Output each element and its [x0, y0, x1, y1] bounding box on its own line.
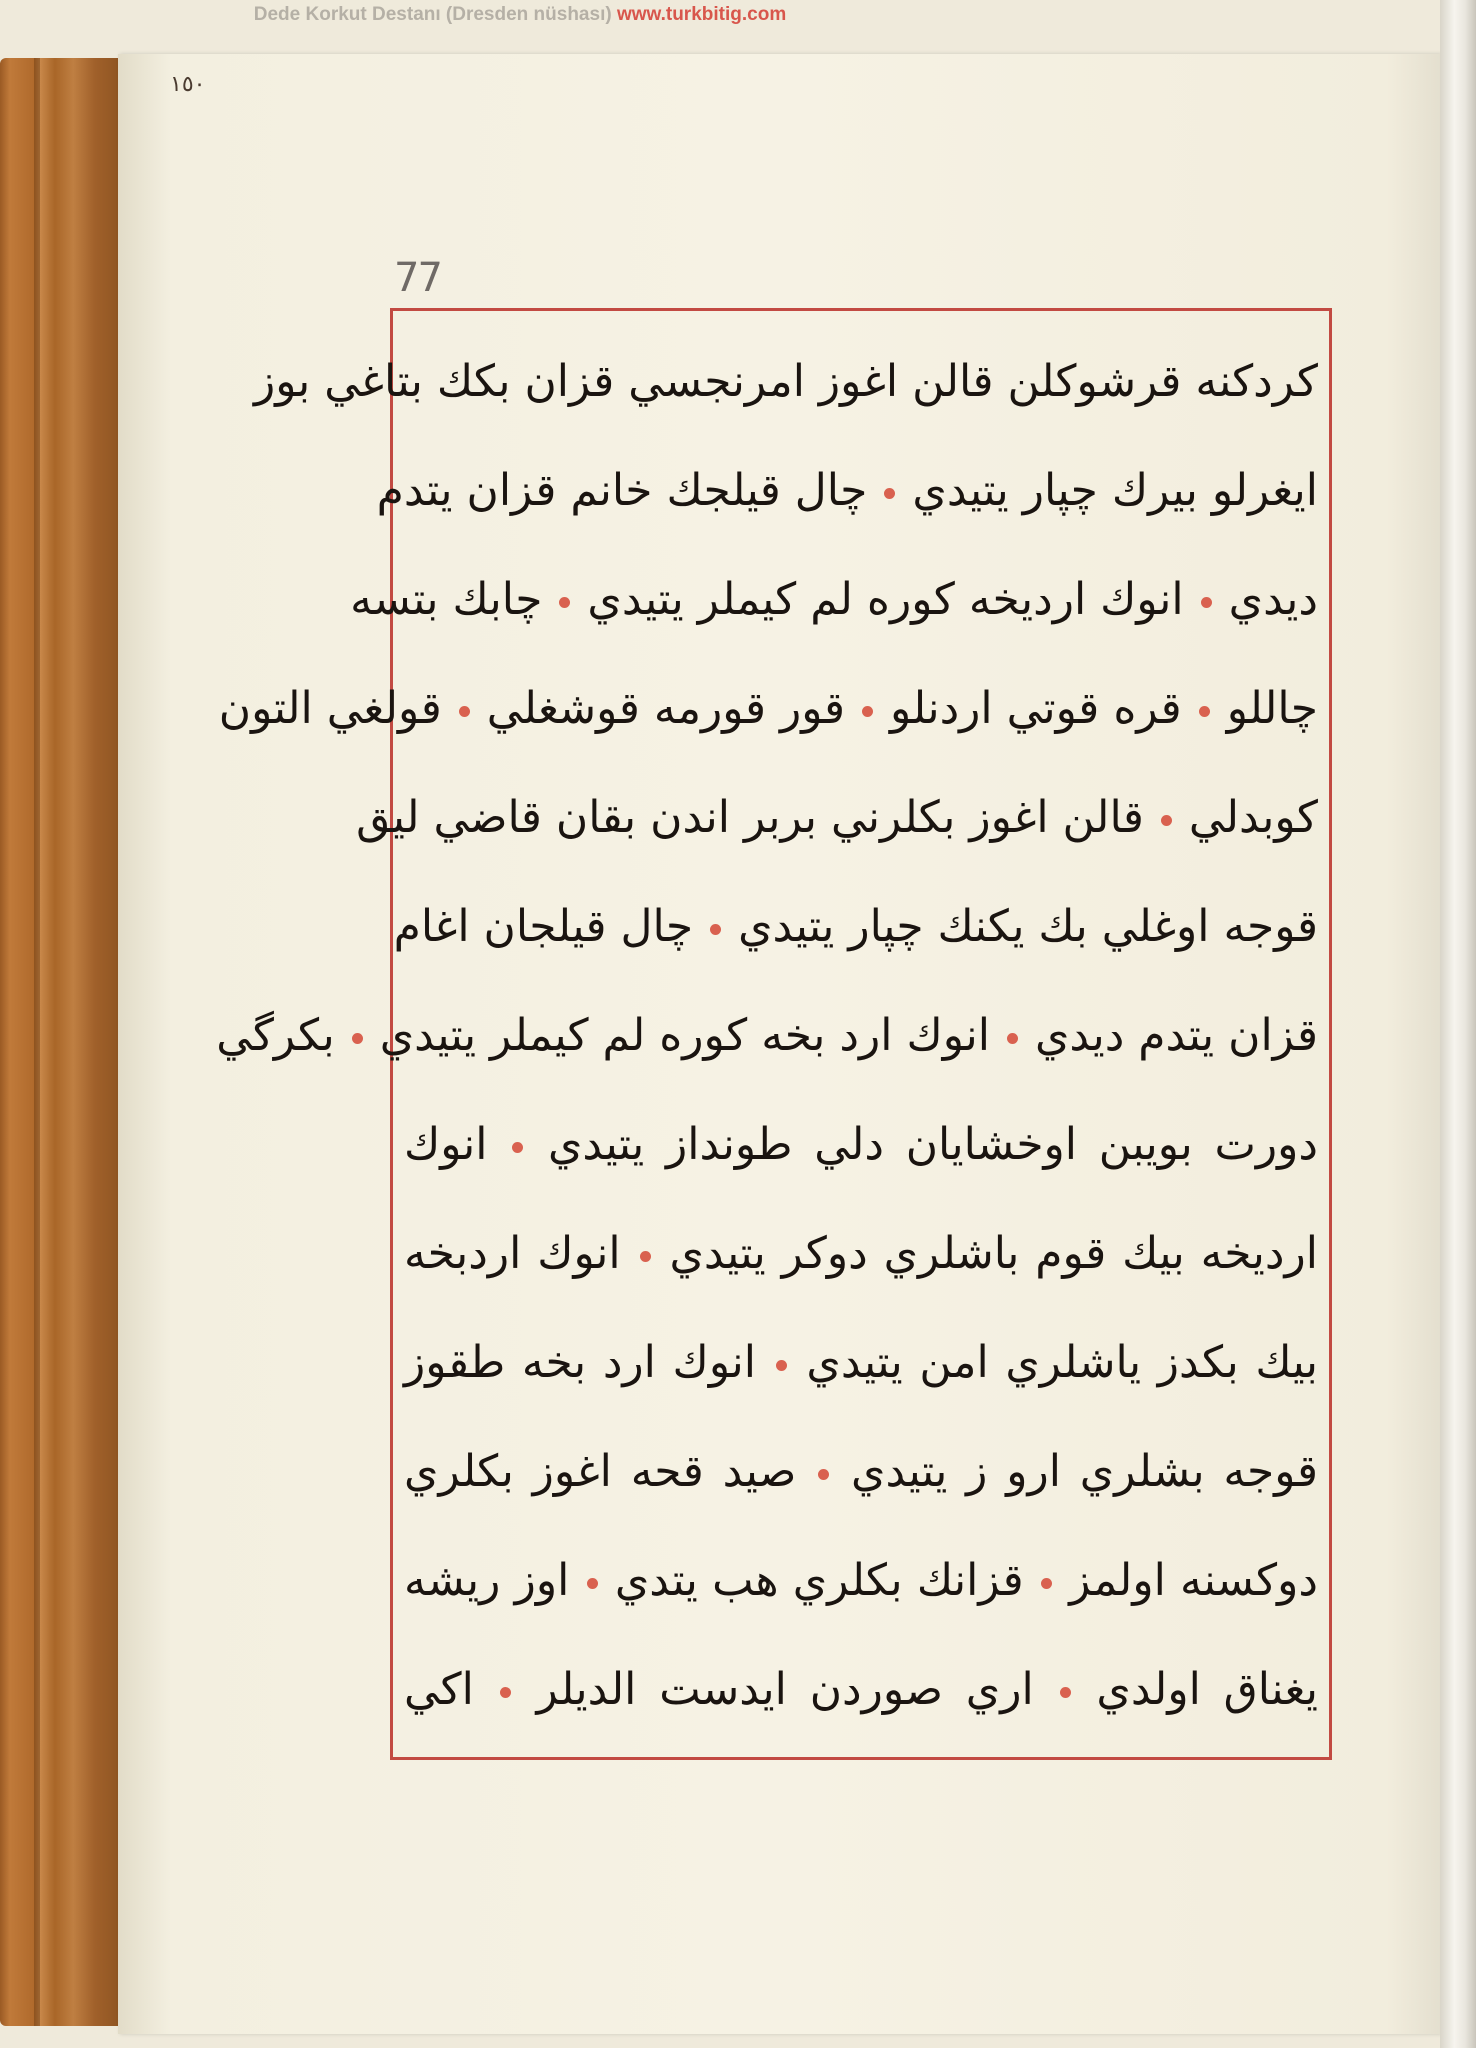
rubric-dot [884, 488, 895, 499]
rubric-dot [818, 1469, 829, 1480]
folio-number: ١٥٠ [170, 72, 206, 97]
rubric-dot [862, 706, 873, 717]
rubric-dot [512, 1142, 523, 1153]
text-line: قوجه اوغلي بك يكنك چپار يتيدي چال قيلجان اغام [393, 901, 1318, 952]
text-line: كردكنه قرشوكلن قالن اغوز امرنجسي قزان بكك بتاغي بوز [254, 356, 1318, 407]
rubric-dot [1041, 1578, 1052, 1589]
rubric-dot [559, 597, 570, 608]
text-line: ايغرلو بيرك چپار يتيدي چال قيلجك خانم قزان يتدم [376, 465, 1318, 516]
page-edge [1440, 0, 1476, 2048]
rubric-dot [1060, 1687, 1071, 1698]
watermark [0, 4, 1040, 26]
manuscript-text [216, 326, 1318, 1746]
text-line: دوكسنه اولمز قزانك بكلري هب يتدي اوز ريشه [404, 1555, 1318, 1606]
text-line: چاللو قره قوتي اردنلو قور قورمه قوشغلي قولغي التون [218, 683, 1318, 734]
watermark-url[interactable]: www.turkbitig.com [616, 4, 787, 25]
rubric-dot [352, 1033, 363, 1044]
rubric-dot [640, 1251, 651, 1262]
text-line: دورت بويبن اوخشايان دلي طونداز يتيدي انوك [404, 1119, 1318, 1170]
text-line: يغناق اولدي اري صوردن ايدست الديلر اكي [404, 1664, 1318, 1715]
book-binding [0, 58, 122, 2026]
rubric-dot [459, 706, 470, 717]
rubric-dot [1199, 706, 1210, 717]
text-line: ارديخه بيك قوم باشلري دوكر يتيدي انوك اردبخه [404, 1228, 1318, 1279]
rubric-dot [710, 924, 721, 935]
watermark-title: Dede Korkut Destanı (Dresden nüshası) [253, 4, 612, 25]
text-line: بيك بكدز ياشلري امن يتيدي انوك ارد بخه طقوز [404, 1337, 1318, 1388]
text-line: قزان يتدم ديدي انوك ارد بخه كوره لم كيملر يتيدي بكرگي [216, 1010, 1318, 1061]
text-line: قوجه بشلري ارو ز يتيدي صيد قحه اغوز بكلري [404, 1446, 1318, 1497]
rubric-dot [587, 1578, 598, 1589]
rubric-dot [1007, 1033, 1018, 1044]
rubric-dot [500, 1687, 511, 1698]
text-line: كوبدلي قالن اغوز بكلرني بربر اندن بقان قاضي ليق [356, 792, 1318, 843]
rubric-dot [776, 1360, 787, 1371]
rubric-dot [1161, 815, 1172, 826]
rubric-dot [1201, 597, 1212, 608]
text-line: ديدي انوك ارديخه كوره لم كيملر يتيدي چابك بتسه [350, 574, 1318, 625]
pencil-page-number: 77 [394, 255, 441, 301]
